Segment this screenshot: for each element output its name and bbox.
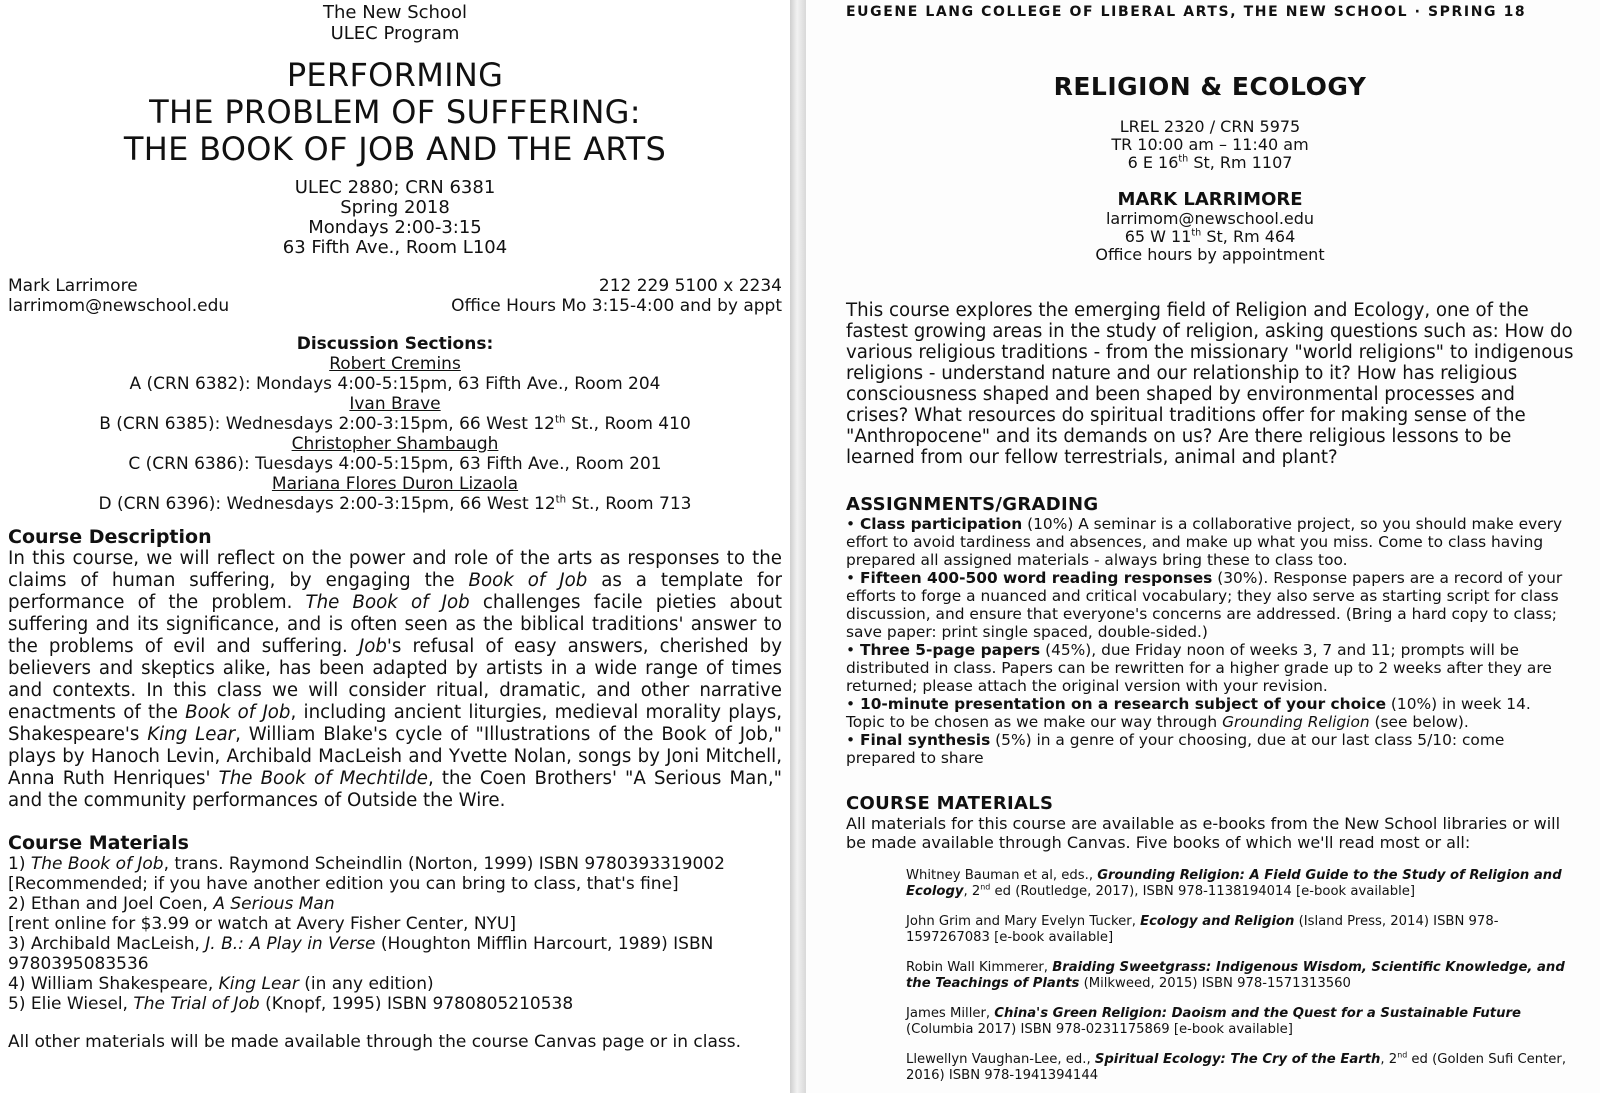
book-title: China's Green Religion: Daoism and the Quest for a Sustainable Future: [994, 1006, 1521, 1021]
assignment-item: [846, 641, 1574, 695]
work-title: The Book of Job: [305, 592, 470, 613]
assignment-item: [846, 569, 1574, 641]
course-time: Mondays 2:00-3:15: [308, 217, 482, 238]
course-number-right: LREL 2320 / CRN 5975: [1119, 117, 1301, 136]
material-details: (in any edition): [298, 974, 434, 994]
college-header: EUGENE LANG COLLEGE OF LIBERAL ARTS, THE NEW SCHOOL · SPRING 18: [846, 4, 1527, 20]
assignment-name: Three 5-page papers: [859, 641, 1041, 659]
section-schedule: [8, 414, 782, 434]
material-details: , trans. Raymond Scheindlin (Norton, 1999) ISBN 9780393319002: [163, 854, 725, 874]
instructor-contact: [8, 276, 782, 316]
office-hours-right: Office hours by appointment: [1095, 245, 1325, 264]
book-details: ed (Routledge, 2017), ISBN 978-1138194014 [e-book available]: [990, 884, 1416, 899]
right-syllabus-page: [806, 0, 1600, 1093]
book-details: (Columbia 2017) ISBN 978-0231175869 [e-book available]: [906, 1022, 1293, 1037]
material-title: The Book of Job: [30, 854, 164, 874]
instructor-email-right: larrimom@newschool.edu: [1105, 209, 1315, 228]
book-edition: , 2: [1380, 1052, 1398, 1067]
course-info: [8, 178, 782, 258]
book-details: (Island Press, 2014) ISBN 978-1597267083 [e-book available]: [906, 914, 1499, 945]
assignment-details: (5%) in a genre of your choosing, due at our last class 5/10: come prepared to share: [846, 731, 1505, 767]
course-materials-heading-right: COURSE MATERIALS: [846, 793, 1054, 814]
section-schedule-rest: St., Room 410: [565, 414, 691, 434]
book-item: [906, 1006, 1574, 1038]
course-room-right: 6 E 16th St, Rm 1107: [1127, 153, 1293, 172]
course-title: [8, 57, 782, 168]
book-author: Whitney Bauman et al, eds.,: [906, 868, 1098, 883]
material-prefix: 5) Elie Wiesel,: [8, 994, 134, 1014]
instructor-office-right: 65 W 11th St, Rm 464: [1124, 227, 1296, 246]
material-details: (Houghton Mifflin Harcourt, 1989) ISBN 9780395083536: [8, 934, 714, 974]
course-materials-list: [8, 854, 782, 1014]
school-name: The New School: [323, 2, 467, 23]
material-prefix: 3) Archibald MacLeish,: [8, 934, 206, 954]
course-number: ULEC 2880; CRN 6381: [294, 177, 496, 198]
course-title-line-1: PERFORMING: [286, 56, 504, 94]
course-description: [8, 548, 782, 812]
assignment-details: (30%). Response papers are a record of your efforts to forge a nuanced and critical vocabulary; they also serve as starting script for class discussion, and ensure that everyone's concerns are addressed. (Bring a hard copy to class; save paper: print single spaced, double-sided.): [846, 569, 1563, 641]
office-hours: Office Hours Mo 3:15-4:00 and by appt: [451, 296, 782, 316]
assignments-list: [846, 515, 1574, 767]
description-text: , the Coen Brothers' "A Serious Man," and the community performances of Outside the Wire.: [8, 768, 782, 811]
materials-footer: All other materials will be made available through the course Canvas page or in class.: [8, 1032, 741, 1052]
book-item: [906, 914, 1574, 946]
discussion-sections: [8, 334, 782, 514]
assignment-name: Final synthesis: [859, 731, 991, 749]
section-schedule-text: D (CRN 6396): Wednesdays 2:00-3:15pm, 66 West 12: [98, 494, 556, 514]
instructor-name: Mark Larrimore: [8, 276, 138, 296]
course-materials-heading: Course Materials: [8, 832, 189, 854]
material-details: (Knopf, 1995) ISBN 9780805210538: [259, 994, 574, 1014]
course-description-heading: Course Description: [8, 526, 212, 548]
description-text: 's refusal of easy answers, cherished by believers and skeptics alike, has been adapted by artists in a wide range of times and contexts. In this class we will consider ritual, dramatic, and other narrative enactments of the: [8, 636, 782, 723]
bullet: •: [846, 641, 860, 659]
material-item: [8, 994, 782, 1014]
sections-list: [8, 354, 782, 514]
section-ta-name: Robert Cremins: [329, 354, 461, 374]
course-term: Spring 2018: [340, 197, 450, 218]
instructor-name-right: MARK LARRIMORE: [1117, 189, 1303, 210]
assignment-details: (45%), due Friday noon of weeks 3, 7 and 11; prompts will be distributed in class. Papers can be rewritten for a higher grade up to 2 weeks after they are returned; please attach the original version with your revision.: [846, 641, 1552, 695]
course-title-line-3: THE BOOK OF JOB AND THE ARTS: [123, 130, 667, 168]
assignment-item: [846, 515, 1574, 569]
ordinal-suffix: nd: [1397, 1050, 1408, 1060]
ordinal-suffix: th: [554, 414, 566, 426]
instructor-phone: 212 229 5100 x 2234: [598, 276, 782, 296]
book-title: Spiritual Ecology: The Cry of the Earth: [1094, 1052, 1381, 1067]
description-text: challenges facile pieties about suffering and its significance, and is often seen as the biblical traditions' answer to the problems of evil and suffering.: [8, 592, 782, 657]
material-note: [rent online for $3.99 or watch at Avery Fisher Center, NYU]: [8, 914, 517, 934]
section-schedule: [8, 454, 782, 474]
assignments-heading: ASSIGNMENTS/GRADING: [846, 494, 1099, 515]
materials-intro: All materials for this course are available as e-books from the New School libraries or will be made available through Canvas. Five books of which we'll read most or all:: [846, 814, 1561, 852]
section-schedule-text: C (CRN 6386): Tuesdays 4:00-5:15pm, 63 Fifth Ave., Room 201: [128, 454, 662, 474]
material-title: King Lear: [218, 974, 299, 994]
material-title: The Trial of Job: [133, 994, 260, 1014]
section-schedule: [8, 374, 782, 394]
material-item: [8, 934, 782, 974]
assignment-name: 10-minute presentation on a research subject of your choice: [859, 695, 1387, 713]
section-ta-name: Mariana Flores Duron Lizaola: [271, 474, 519, 494]
instructor-email: larrimom@newschool.edu: [8, 296, 230, 316]
book-details: (Milkweed, 2015) ISBN 978-1571313560: [1079, 976, 1351, 991]
description-text: , William Blake's cycle of "Illustrations of the Book of Job," plays by Hanoch Levin, Archibald MacLeish and Yvette Nolan, songs by Joni Mitchell, Anna Ruth Henriques': [8, 724, 782, 789]
book-author: John Grim and Mary Evelyn Tucker,: [906, 914, 1141, 929]
book-details: ed (Golden Sufi Center, 2016) ISBN 978-1941394144: [906, 1052, 1567, 1083]
bullet: •: [846, 731, 860, 749]
assignment-name: Class participation: [859, 515, 1023, 533]
material-item: [8, 854, 782, 874]
assignment-item: [846, 731, 1574, 767]
ordinal-suffix: nd: [980, 882, 991, 892]
book-list: [906, 868, 1574, 1084]
book-author: Llewellyn Vaughan-Lee, ed.,: [906, 1052, 1095, 1067]
section-schedule: [8, 494, 782, 514]
book-item: [906, 868, 1574, 900]
book-author: James Miller,: [906, 1006, 995, 1021]
assignment-item: [846, 695, 1574, 731]
work-title: Book of Job: [468, 570, 588, 591]
course-info-right: [846, 118, 1574, 172]
program-name: ULEC Program: [330, 23, 460, 44]
material-note: [Recommended; if you have another edition you can bring to class, that's fine]: [8, 874, 679, 894]
section-schedule-text: B (CRN 6385): Wednesdays 2:00-3:15pm, 66 West 12: [99, 414, 555, 434]
course-title-line-2: THE PROBLEM OF SUFFERING:: [149, 93, 641, 131]
material-prefix: 4) William Shakespeare,: [8, 974, 219, 994]
assignment-details-rest: (see below).: [1369, 713, 1469, 731]
course-title-right: RELIGION & ECOLOGY: [1053, 72, 1367, 101]
book-author: Robin Wall Kimmerer,: [906, 960, 1053, 975]
school-header: [8, 2, 782, 44]
material-title: A Serious Man: [213, 894, 335, 914]
material-item: [8, 974, 782, 994]
section-ta-name: Christopher Shambaugh: [291, 434, 499, 454]
ordinal-suffix: th: [555, 494, 567, 506]
material-title: J. B.: A Play in Verse: [205, 934, 376, 954]
work-title: The Book of Mechtilde: [218, 768, 428, 789]
assignment-details: (10%) A seminar is a collaborative project, so you should make every effort to avoid tardiness and absences, and make up what you miss. Come to class having prepared all assigned materials - always bring these to class too.: [846, 515, 1563, 569]
section-schedule-text: A (CRN 6382): Mondays 4:00-5:15pm, 63 Fifth Ave., Room 204: [129, 374, 661, 394]
bullet: •: [846, 515, 860, 533]
assignment-name: Fifteen 400-500 word reading responses: [859, 569, 1213, 587]
bullet: •: [846, 569, 860, 587]
book-edition: , 2: [963, 884, 981, 899]
book-title: Braiding Sweetgrass: Indigenous Wisdom, Scientific Knowledge, and the Teachings of Plants: [906, 960, 1565, 991]
instructor-contact-right: [846, 210, 1574, 264]
description-text: as a template for performance of the problem.: [8, 570, 782, 613]
book-title: Ecology and Religion: [1140, 914, 1295, 929]
work-title: Book of Job: [185, 702, 291, 723]
bullet: •: [846, 695, 860, 713]
material-prefix: 2) Ethan and Joel Coen,: [8, 894, 214, 914]
course-description-right: This course explores the emerging field of Religion and Ecology, one of the fastest growing areas in the study of religion, asking questions such as: How do various religious traditions - from the missionary "world religions" to indigenous religions - understand nature and our relationship to it? How has religious consciousness shaped and been shaped by environmental processes and crises? What resources do spiritual traditions offer for making sense of the "Anthropocene" and its demands on us? Are there religious lessons to be learned from our fellow terrestrials, animal and plant?: [846, 300, 1574, 468]
work-title: King Lear: [147, 724, 236, 745]
course-room: 63 Fifth Ave., Room L104: [282, 237, 508, 258]
assignment-book-title: Grounding Religion: [1222, 713, 1370, 731]
assignment-details: (10%) in week 14. Topic to be chosen as we make our way through: [846, 695, 1531, 731]
section-ta-name: Ivan Brave: [349, 394, 441, 414]
left-syllabus-page: [0, 0, 790, 1093]
book-title: Grounding Religion: A Field Guide to the Study of Religion and Ecology: [906, 868, 1562, 899]
book-item: [906, 1052, 1574, 1084]
book-item: [906, 960, 1574, 992]
material-item: [8, 894, 782, 914]
work-title: Job: [358, 636, 387, 657]
description-text: , including ancient liturgies, medieval morality plays, Shakespeare's: [8, 702, 782, 745]
section-schedule-rest: St., Room 713: [566, 494, 692, 514]
description-text: In this course, we will reflect on the power and role of the arts as responses to the claims of human suffering, by engaging the: [8, 548, 782, 591]
book-gutter: [790, 0, 806, 1093]
material-prefix: 1): [8, 854, 31, 874]
discussion-heading: Discussion Sections:: [296, 334, 494, 354]
course-time-right: TR 10:00 am – 11:40 am: [1111, 135, 1309, 154]
